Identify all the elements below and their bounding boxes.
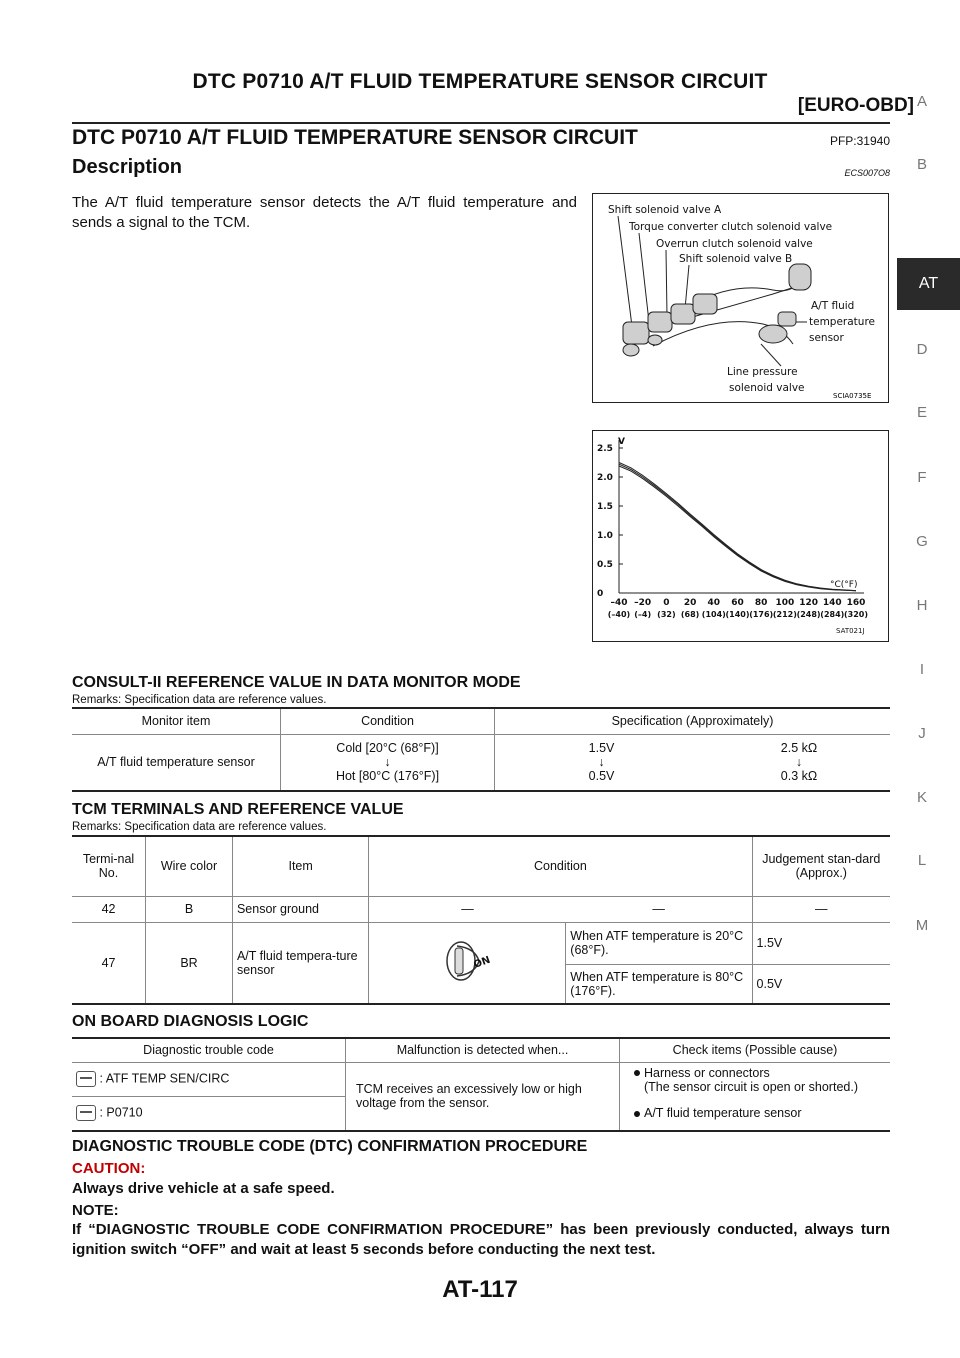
chart-x-tick-label: 80 [754,598,768,608]
note-label: NOTE: [72,1202,119,1219]
bullet-icon [634,1070,640,1076]
chart-x-tick-label: 0 [663,598,670,608]
tab-a[interactable]: A [916,93,927,110]
voltage-chart-svg [593,431,888,641]
obd-code-consult [72,1062,346,1097]
consult-arrow-2: ↓ [598,755,605,770]
chart-y-tick-label: 2.5 [597,444,613,454]
description-text: The A/T fluid temperature sensor detects the A/T fluid temperature and sends a signal to the TCM. [72,194,577,231]
chart-x-tick-label-f: (320) [843,610,869,619]
obd-check1 [620,1062,891,1097]
label-line-pressure-2: solenoid valve [729,382,805,394]
chart-series-line [619,464,856,591]
chart-x-tick-label-f: (176) [749,610,774,619]
tcm-header-condition: Condition [369,836,752,896]
obd-code-gst [72,1097,346,1131]
consult-r1: 2.5 kΩ [780,741,818,756]
consult-cond-cold: Cold [20°C (68°F)] [336,741,439,756]
chart-x-tick-label-f: (248) [796,610,821,619]
label-shift-solenoid-b: Shift solenoid valve B [679,253,793,265]
consult-v2: 0.5V [588,769,615,784]
component-illustration [593,194,888,402]
tcm-row1-item: Sensor ground [232,896,368,922]
chart-x-tick-label: 40 [707,598,721,608]
label-fluid-temp-1: A/T fluid [811,300,855,312]
chart-x-tick-label: 100 [775,598,795,608]
tcm-header-terminal: Termi-nal No. [72,836,146,896]
tab-i[interactable]: I [919,661,925,678]
consult-cond-hot: Hot [80°C (176°F)] [335,769,440,784]
label-shift-solenoid-a: Shift solenoid valve A [608,204,722,216]
chart-x-tick-label: 160 [846,598,866,608]
tcm-row2-term: 47 [72,922,146,1004]
consult-header-spec: Specification (Approximately) [495,708,891,734]
tab-k[interactable]: K [916,789,927,806]
voltage-chart [592,430,889,642]
chart-x-tick-label-f: (104) [701,610,726,619]
tcm-header-wire: Wire color [146,836,233,896]
label-fluid-temp-3: sensor [809,332,844,344]
obd-heading: ON BOARD DIAGNOSIS LOGIC [72,1013,309,1030]
chart-x-tick-label: –40 [610,598,628,608]
consult-condition [281,734,495,791]
consult-item: A/T fluid temperature sensor [97,755,255,770]
obd-check2-text: A/T fluid temperature sensor [644,1106,802,1120]
tcm-heading: TCM TERMINALS AND REFERENCE VALUE [72,801,404,818]
tcm-row2-item: A/T fluid tempera-ture sensor [232,922,368,1004]
tcm-row2-judge2: 0.5V [752,964,890,1004]
chart-y-tick-label: 0.5 [597,560,613,570]
tab-m[interactable]: M [915,917,929,934]
tcm-row2-judge1: 1.5V [752,922,890,964]
consult-heading: CONSULT-II REFERENCE VALUE IN DATA MONITOR MODE [72,674,521,691]
consult-header-item: Monitor item [72,708,281,734]
caution-label: CAUTION: [72,1160,146,1177]
tcm-row2-cond1: When ATF temperature is 20°C (68°F). [566,922,752,964]
chart-x-tick-label-f: (212) [772,610,797,619]
consult-remark: Remarks: Specification data are reference values. [72,694,327,706]
chart-y-tick-label: 0 [597,589,604,599]
chart-x-tick-label: –20 [634,598,652,608]
consult-r2: 0.3 kΩ [780,769,818,784]
caution-text: Always drive vehicle at a safe speed. [72,1180,335,1197]
obd-header-check: Check items (Possible cause) [620,1038,891,1062]
tcm-row2-cond2: When ATF temperature is 80°C (176°F). [566,964,752,1004]
chart-x-tick-label: 60 [731,598,744,608]
tab-g[interactable]: G [916,533,928,550]
obd-header-code: Diagnostic trouble code [72,1038,346,1062]
running-header-subtitle: [EURO-OBD] [797,95,914,116]
tab-at-active[interactable]: AT [897,258,960,310]
consult-resistance [708,734,890,791]
label-fluid-temp-2: temperature [809,316,875,328]
page-number: AT-117 [442,1276,518,1303]
running-header-title: DTC P0710 A/T FLUID TEMPERATURE SENSOR CIRCUIT [192,70,768,93]
obd-check1-line1 [634,1066,886,1080]
chart-x-tick-label-f: (68) [680,610,700,619]
label-overrun-solenoid: Overrun clutch solenoid valve [656,238,813,250]
tcm-header-item: Item [232,836,368,896]
description-heading: Description [72,156,183,178]
chart-x-tick-label-f: (32) [657,610,676,619]
consult-table [72,707,890,792]
tcm-row1-cond2: — [566,896,752,922]
tab-d[interactable]: D [916,341,928,358]
tab-b[interactable]: B [916,156,927,173]
consult-v1: 1.5V [588,741,615,756]
tcm-header-judgement: Judgement stan-dard (Approx.) [752,836,890,896]
gst-tool-icon [76,1105,96,1121]
tcm-row1-term: 42 [72,896,146,922]
consult-header-condition: Condition [281,708,495,734]
tcm-remark: Remarks: Specification data are reference values. [72,821,327,833]
tcm-row1-wire: B [146,896,233,922]
tcm-row2-wire: BR [146,922,233,1004]
chart-code: SAT021J [836,627,865,635]
tab-h[interactable]: H [916,597,928,614]
tab-j[interactable]: J [918,725,926,742]
figure1-code: SCIA0735E [833,392,872,400]
chart-x-tick-label: 120 [799,598,818,608]
obd-code2-text: : P0710 [99,1105,143,1120]
obd-malfunction: TCM receives an excessively low or high voltage from the sensor. [346,1062,620,1131]
component-figure [592,193,889,403]
chart-x-tick-label-f: (–4) [634,610,652,619]
tcm-row1-cond1: — [369,896,566,922]
consult-voltage [495,734,709,791]
ignition-key-icon [439,936,495,986]
chart-x-tick-label: 140 [822,598,842,608]
tab-l[interactable]: L [917,852,927,869]
pfp-code: PFP:31940 [829,134,890,148]
chart-x-tick-label-f: (–40) [607,610,631,619]
ecs-code: ECS007O8 [844,168,890,178]
chart-y-tick-label: 1.5 [597,502,613,512]
ignition-on-text: ON [472,954,493,972]
obd-code1-text: : ATF TEMP SEN/CIRC [99,1071,230,1086]
chart-x-tick-label: 20 [683,598,697,608]
consult-arrow-3: ↓ [795,755,803,770]
tab-f[interactable]: F [917,469,927,486]
consult-tool-icon [76,1071,96,1087]
tcm-table [72,835,890,1005]
ignition-on-icon [369,922,566,1004]
header-rule [72,122,890,124]
chart-y-tick-label: 2.0 [597,473,613,483]
section-title: DTC P0710 A/T FLUID TEMPERATURE SENSOR CIRCUIT [72,126,638,149]
obd-check2 [620,1097,891,1131]
obd-header-malfunction: Malfunction is detected when... [346,1038,620,1062]
label-tcc-solenoid: Torque converter clutch solenoid valve [629,221,833,233]
tab-e[interactable]: E [916,404,927,421]
obd-table [72,1037,890,1132]
bullet-icon [634,1111,640,1117]
chart-xlabel: °C(°F) [830,580,858,590]
label-line-pressure-1: Line pressure [727,366,798,378]
obd-check1-line2: (The sensor circuit is open or shorted.) [644,1079,858,1094]
chart-x-tick-label-f: (284) [820,610,845,619]
tcm-row1-judge: — [752,896,890,922]
chart-y-tick-label: 1.0 [597,531,613,541]
consult-arrow-1: ↓ [384,755,391,770]
chart-tolerance-line [619,463,856,591]
chart-x-tick-label-f: (140) [725,610,750,619]
dtc-heading: DIAGNOSTIC TROUBLE CODE (DTC) CONFIRMATION PROCEDURE [72,1138,588,1155]
chart-ylabel: V [618,437,625,447]
note-text: If “DIAGNOSTIC TROUBLE CODE CONFIRMATION PROCEDURE” has been previously conducted, always turn ignition switch “OFF” and wait at least 5 seconds before conducting the next test. [72,1221,890,1258]
obd-check1a: Harness or connectors [644,1065,770,1080]
